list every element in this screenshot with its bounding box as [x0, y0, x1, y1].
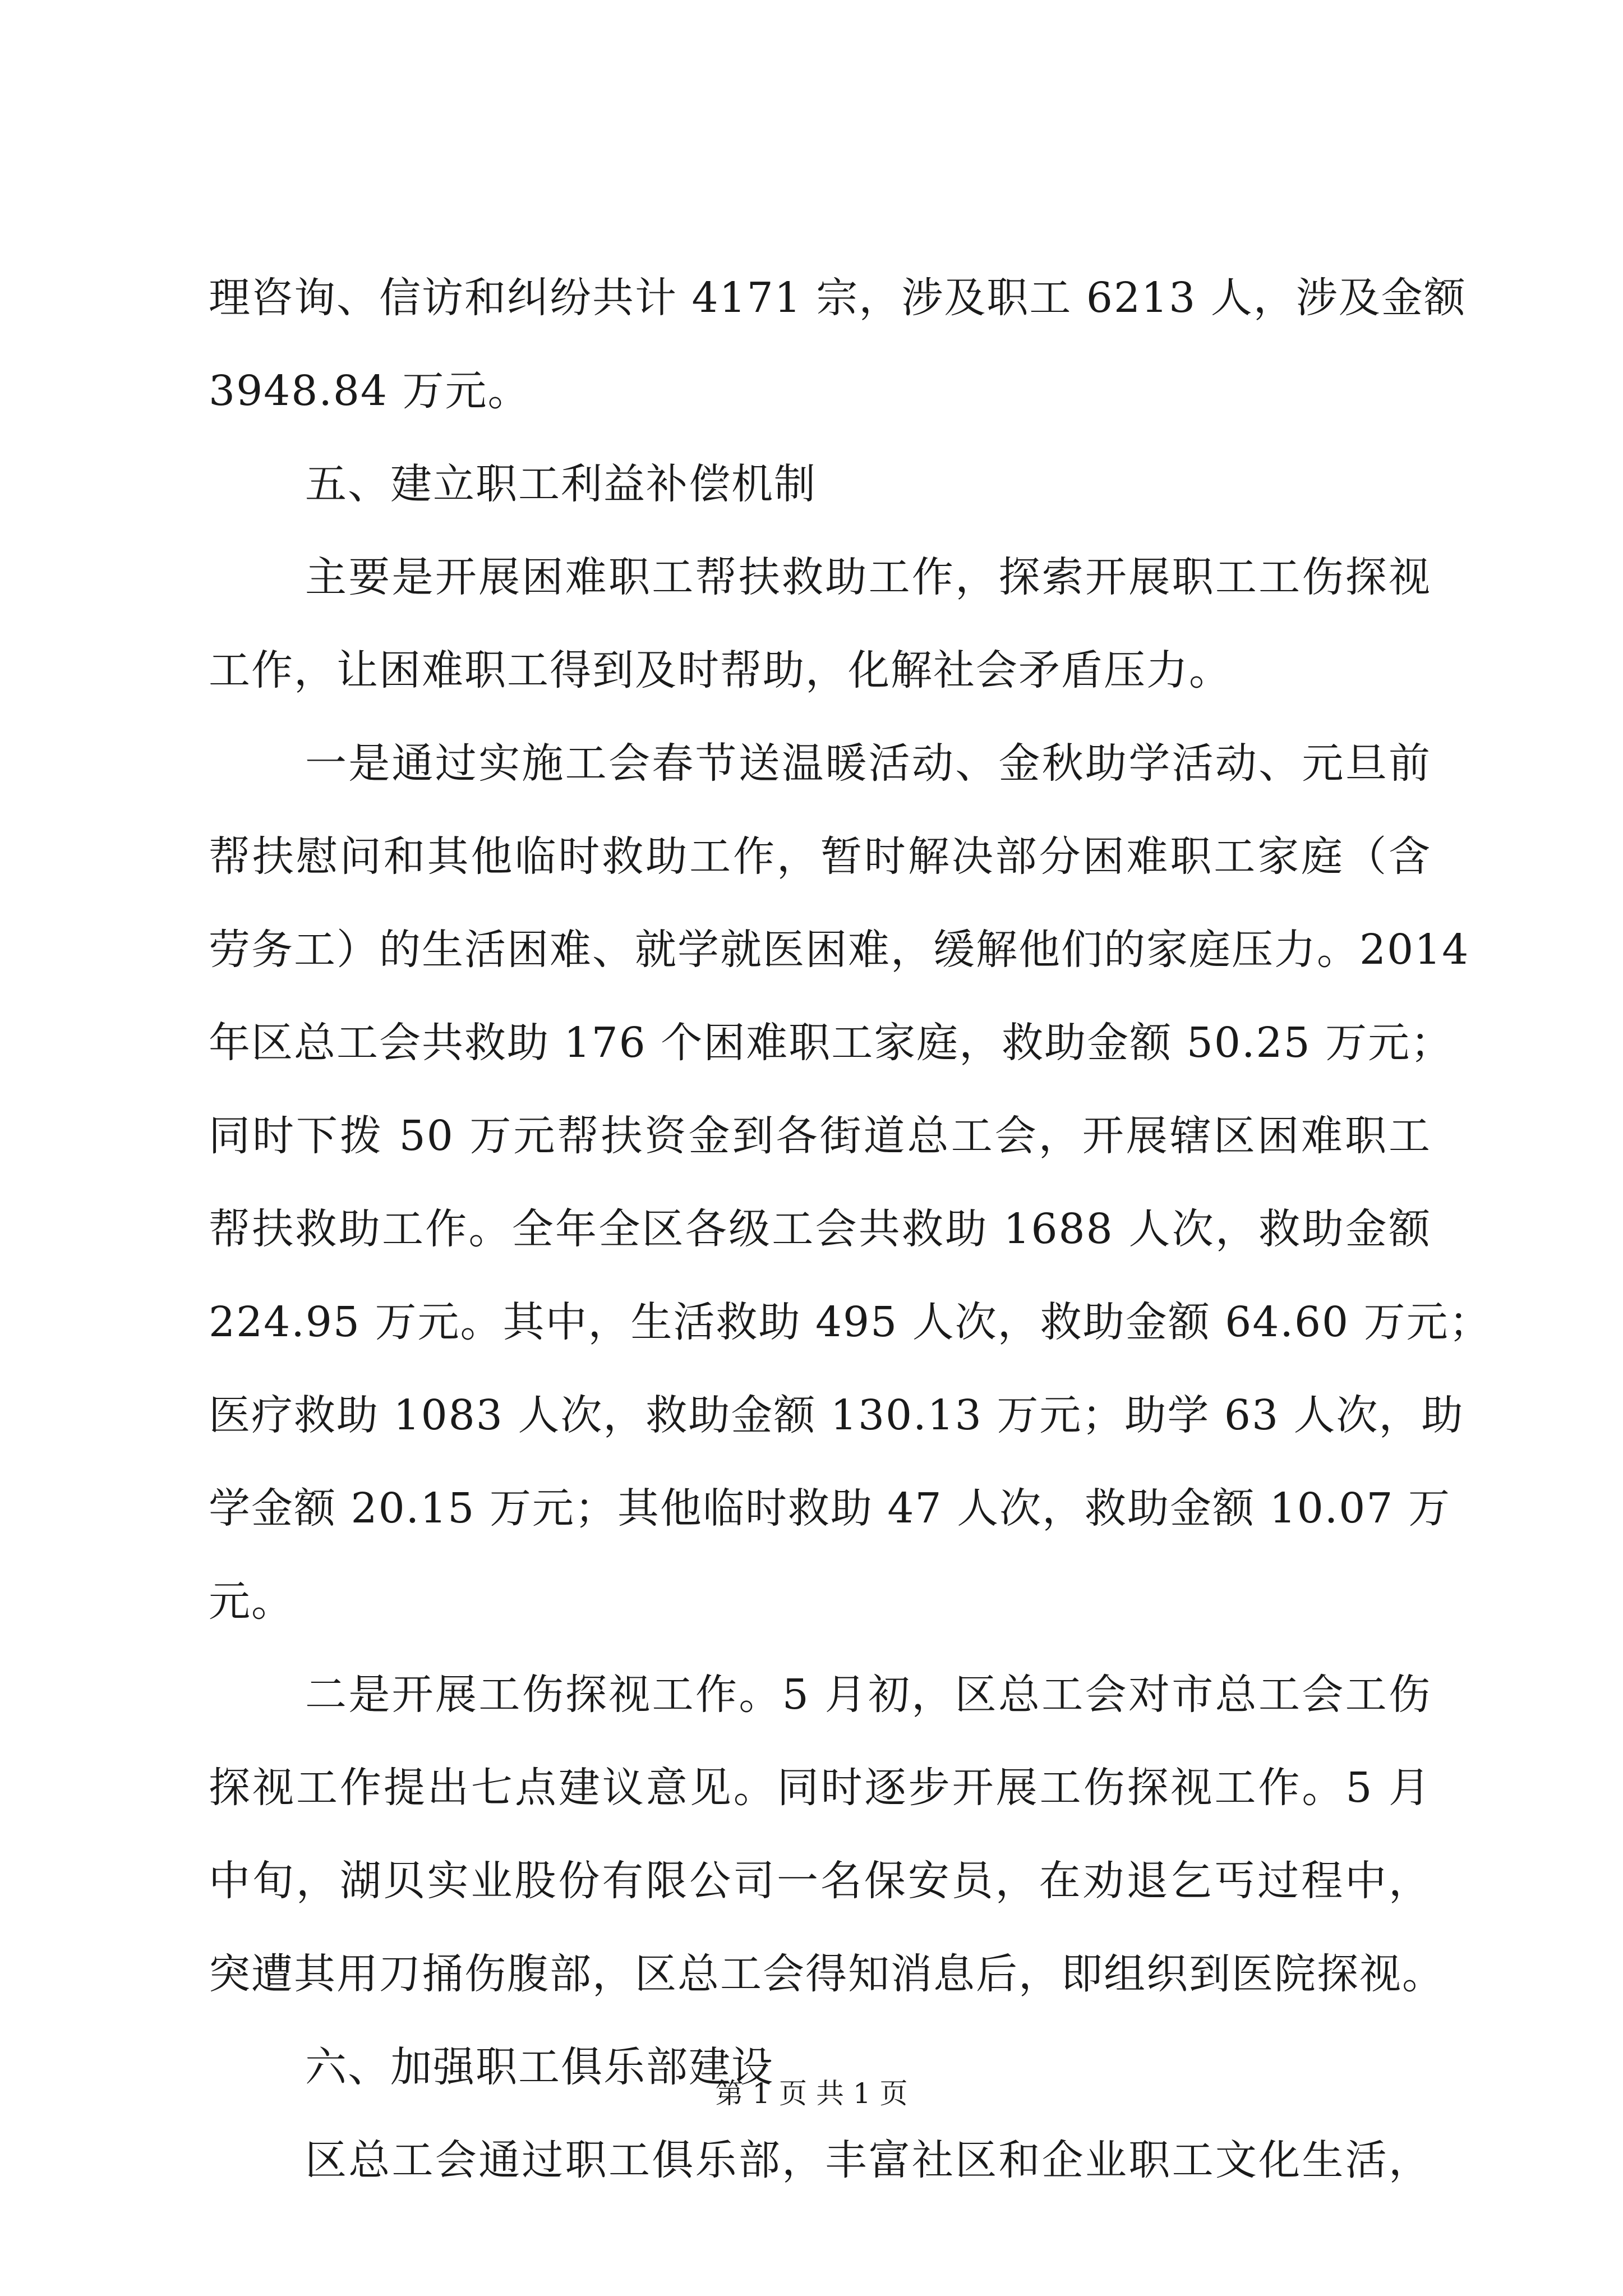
page-footer: 第 1 页 共 1 页: [715, 2077, 908, 2110]
section-heading: 五、建立职工利益补偿机制: [305, 460, 817, 508]
body-line: 中旬，湖贝实业股份有限公司一名保安员，在劝退乞丐过程中，: [209, 1857, 1431, 1905]
body-line: 同时下拨 50 万元帮扶资金到各街道总工会，开展辖区困难职工: [209, 1112, 1431, 1160]
body-line: 学金额 20.15 万元；其他临时救助 47 人次，救助金额 10.07 万: [209, 1484, 1451, 1533]
body-line: 帮扶救助工作。全年全区各级工会共救助 1688 人次，救助金额: [209, 1205, 1431, 1253]
body-line: 探视工作提出七点建议意见。同时逐步开展工伤探视工作。5 月: [209, 1764, 1431, 1812]
body-line: 主要是开展困难职工帮扶救助工作，探索开展职工工伤探视: [305, 553, 1431, 601]
body-line: 224.95 万元。其中，生活救助 495 人次，救助金额 64.60 万元；: [209, 1298, 1492, 1346]
document-body: [209, 251, 1492, 2207]
body-line: 突遭其用刀捅伤腹部，区总工会得知消息后，即组织到医院探视。: [209, 1950, 1445, 1998]
body-line: 元。: [209, 1577, 294, 1626]
body-line: 医疗救助 1083 人次，救助金额 130.13 万元；助学 63 人次，助: [209, 1391, 1464, 1439]
body-line: 年区总工会共救助 176 个困难职工家庭，救助金额 50.25 万元；: [209, 1019, 1454, 1067]
body-line: 二是开展工伤探视工作。5 月初，区总工会对市总工会工伤: [305, 1671, 1431, 1719]
body-line: 理咨询、信访和纠纷共计 4171 宗，涉及职工 6213 人，涉及金额: [209, 274, 1467, 322]
body-line: 工作，让困难职工得到及时帮助，化解社会矛盾压力。: [209, 646, 1232, 694]
body-line: 区总工会通过职工俱乐部，丰富社区和企业职工文化生活，: [305, 2136, 1431, 2184]
section-heading: 六、加强职工俱乐部建设: [305, 2043, 774, 2091]
body-line: 3948.84 万元。: [209, 367, 531, 415]
body-line: 一是通过实施工会春节送温暖活动、金秋助学活动、元旦前: [305, 739, 1431, 788]
body-line: 劳务工）的生活困难、就学就医困难，缓解他们的家庭压力。2014: [209, 926, 1470, 974]
body-line: 帮扶慰问和其他临时救助工作，暂时解决部分困难职工家庭（含: [209, 832, 1431, 881]
